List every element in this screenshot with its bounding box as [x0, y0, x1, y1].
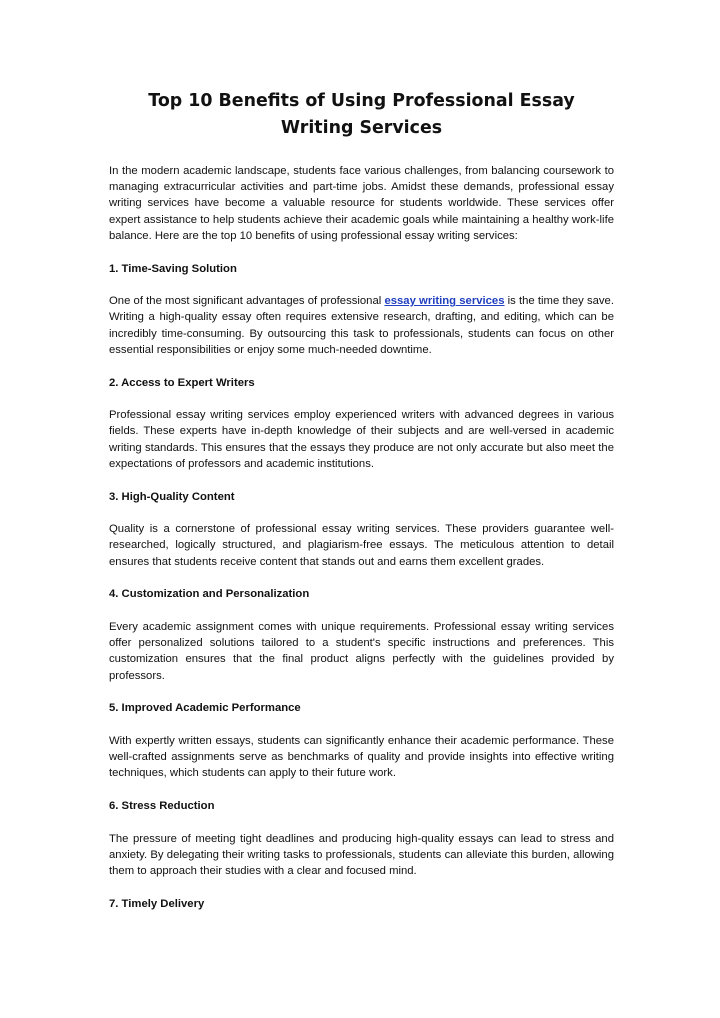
section-paragraph-time-saving: [109, 293, 614, 358]
intro-paragraph: In the modern academic landscape, students face various challenges, from balancing coursework to managing extracurricular activities and part-time jobs. Amidst these demands, professional essay writing services have become a valuable resource for students worldwide. These services offer expert assistance to help students achieve their academic goals while maintaining a healthy work-life balance. Here are the top 10 benefits of using professional essay writing services:: [109, 165, 614, 242]
section-paragraph-high-quality: Quality is a cornerstone of professional essay writing services. These providers guarantee well-researched, logically structured, and plagiarism-free essays. The meticulous attention to detail ensures that students receive content that stands out and earns them excellent grades.: [109, 523, 614, 568]
paragraph-text-before-link: One of the most significant advantages of professional: [109, 295, 385, 308]
paragraph-text-after-link: is the time they save. Writing a high-quality essay often requires extensive research, drafting, and editing, which can be incredibly time-consuming. By outsourcing this task to professionals, students can focus on other essential responsibilities or enjoy some much-needed downtime.: [109, 295, 614, 356]
section-heading-stress-reduction: 6. Stress Reduction: [109, 800, 215, 813]
page-title: Top 10 Benefits of Using Professional Essay Writing Services: [148, 91, 575, 138]
section-heading-high-quality: 3. High-Quality Content: [109, 490, 235, 503]
section-heading-academic-performance: 5. Improved Academic Performance: [109, 702, 301, 715]
section-paragraph-stress-reduction: The pressure of meeting tight deadlines and producing high-quality essays can lead to stress and anxiety. By delegating their writing tasks to professionals, students can alleviate this burden, allowing them to approach their studies with a clear and focused mind.: [109, 832, 614, 878]
essay-writing-services-link[interactable]: essay writing services: [384, 295, 505, 308]
section-heading-customization: 4. Customization and Personalization: [109, 588, 310, 601]
section-heading-expert-writers: 2. Access to Expert Writers: [109, 376, 255, 389]
section-paragraph-academic-performance: With expertly written essays, students can significantly enhance their academic performance. These well-crafted assignments serve as benchmarks of quality and provide insights into effective writing techniques, which students can apply to their future work.: [109, 735, 614, 780]
section-paragraph-customization: Every academic assignment comes with unique requirements. Professional essay writing services offer personalized solutions tailored to a student's specific instructions and preferences. This customization ensures that the final product aligns perfectly with the guidelines provided by professors.: [109, 621, 614, 682]
section-paragraph-expert-writers: Professional essay writing services employ experienced writers with advanced degrees in various fields. These experts have in-depth knowledge of their subjects and are well-versed in academic writing standards. This ensures that the essays they produce are not only accurate but also meet the expectations of professors and academic institutions.: [109, 409, 614, 470]
section-heading-time-saving: 1. Time-Saving Solution: [109, 262, 237, 275]
document-page: [109, 88, 614, 929]
section-heading-timely-delivery: 7. Timely Delivery: [109, 898, 205, 910]
